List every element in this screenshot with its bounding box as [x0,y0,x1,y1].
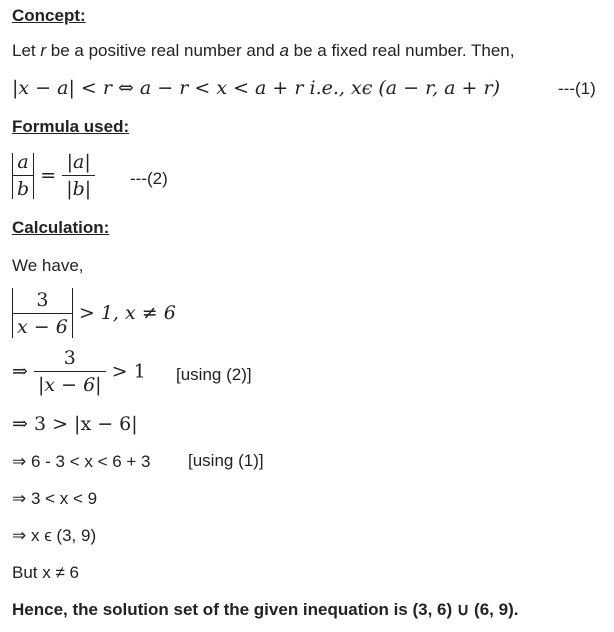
formula-heading: Formula used: [12,117,130,136]
implies-arrow: ⇒ [12,360,28,383]
formula-ref: ---(2) [130,169,168,188]
step2-equation [12,347,146,396]
intro-r: r [40,41,47,60]
step4-note: [using (1)] [188,451,264,470]
step6-equation: ⇒ x ϵ (3, 9) [12,526,97,545]
concept-intro [12,40,514,62]
step1-denominator: x − 6 [13,313,72,338]
concept-heading: Concept: [12,6,86,25]
conclusion-statement: Hence, the solution set of the given inequation is (3, 6) ∪ (6, 9). [12,600,519,619]
formula-rhs-denominator: |b| [62,175,95,200]
intro-a: a [279,41,289,60]
formula-equals: = [40,164,57,187]
abs-bar-right [72,288,73,338]
but-statement: But x ≠ 6 [12,563,79,582]
formula-lhs-denominator: b [13,175,33,200]
formula-equation [12,151,95,200]
we-have-text: We have, [12,256,84,275]
formula-lhs-fraction [13,151,33,200]
formula-rhs-numerator: |a| [66,151,91,173]
abs-bar-right [33,153,34,199]
calculation-heading: Calculation: [12,218,110,237]
step1-fraction [13,289,72,338]
step1-equation [12,288,176,338]
intro-mid: be a positive real number and [46,41,280,60]
concept-equation-ref: ---(1) [558,79,596,98]
intro-post: be a fixed real number. Then, [288,41,515,60]
step4-equation: ⇒ 6 - 3 < x < 6 + 3 [12,452,151,471]
step2-fraction [34,347,106,396]
step2-tail: > 1 [111,360,146,383]
concept-equation: |x − a| < r ⇔ a − r < x < a + r i.e., xϵ (a − r, a + r) [12,77,501,99]
step1-numerator: 3 [36,288,49,311]
formula-rhs-fraction [62,151,95,200]
step1-tail: > 1, x ≠ 6 [78,302,176,324]
step3-equation: ⇒ 3 > |x − 6| [12,413,138,435]
intro-pre: Let [12,41,41,60]
step2-denominator: |x − 6| [34,371,106,396]
step2-note: [using (2)] [176,365,252,384]
step5-equation: ⇒ 3 < x < 9 [12,489,98,508]
step2-numerator: 3 [63,347,76,369]
formula-lhs-numerator: a [17,151,29,173]
